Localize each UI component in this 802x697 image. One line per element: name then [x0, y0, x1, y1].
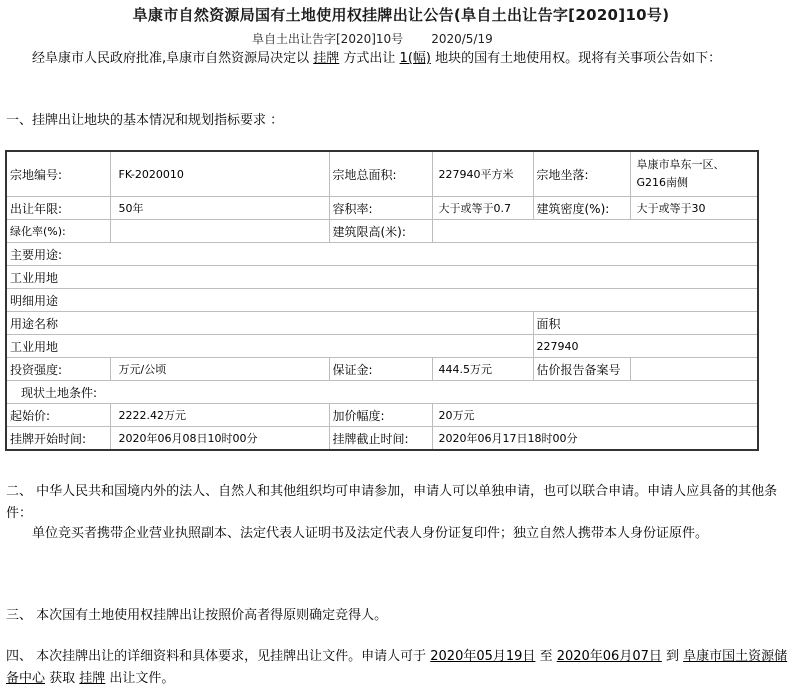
table-row: [6, 312, 758, 335]
height-label: 建筑限高(米):: [329, 220, 432, 243]
status-label: 现状土地条件:: [6, 381, 758, 404]
green: [110, 220, 329, 243]
section4-to: 至: [535, 649, 557, 664]
deposit-label: 保证金:: [329, 358, 432, 381]
location: 阜康市阜东一区、G216南侧: [630, 151, 758, 197]
height: [432, 220, 758, 243]
intro-text-after: 地块的国有土地使用权。现将有关事项公告如下：: [430, 51, 722, 66]
start-price-label: 起始价:: [6, 404, 110, 427]
main-use-value: 工业用地: [6, 266, 758, 289]
section1-heading: 一、挂牌出让地块的基本情况和规划指标要求 ：: [6, 113, 284, 128]
section4-at: 到: [661, 649, 684, 664]
density-label: 建筑密度(%):: [533, 197, 630, 220]
appraisal: [630, 358, 758, 381]
parcel-no-label: 宗地编号:: [6, 151, 110, 197]
place: 阜康市国土资源储备中心: [6, 649, 788, 686]
intro-method: 挂牌: [313, 51, 340, 66]
far: 大于或等于0.7: [432, 197, 533, 220]
intro-count: 1(幅): [399, 51, 431, 66]
increment: 20万元: [432, 404, 758, 427]
area-label: 面积: [533, 312, 758, 335]
table-row: [6, 151, 758, 197]
date-from: 2020年05月19日: [430, 649, 536, 664]
appraisal-label: 估价报告备案号: [533, 358, 630, 381]
green-label: 绿化率(%):: [6, 220, 110, 243]
table-row: [6, 427, 758, 451]
detail-use-label: 明细用途: [6, 289, 758, 312]
intro-paragraph: [6, 48, 792, 70]
table-row: [6, 243, 758, 266]
increment-label: 加价幅度:: [329, 404, 432, 427]
table-row: [6, 266, 758, 289]
section2-paragraph: 二、 中华人民共和国境内外的法人、自然人和其他组织均可申请参加，申请人可以单独申请，也可以联合申请。申请人应具备的其他条件：: [6, 484, 778, 521]
parcel-no: FK-2020010: [110, 151, 329, 197]
section3-paragraph: 三、 本次国有土地使用权挂牌出让按照价高者得原则确定竞得人。: [6, 608, 388, 623]
use-name-label: 用途名称: [6, 312, 533, 335]
term: 50年: [110, 197, 329, 220]
start-time: 2020年06月08日10时00分: [110, 427, 329, 451]
use-name: 工业用地: [6, 335, 533, 358]
table-row: [6, 358, 758, 381]
total-area-label: 宗地总面积:: [329, 151, 432, 197]
section4-get: 获取: [45, 671, 80, 686]
location-label: 宗地坐落:: [533, 151, 630, 197]
end-time: 2020年06月17日18时00分: [432, 427, 758, 451]
far-label: 容积率:: [329, 197, 432, 220]
use-area: 227940: [533, 335, 758, 358]
section4-tail: 出让文件。: [105, 671, 175, 686]
doc-meta: [252, 30, 493, 47]
section4-paragraph: [6, 646, 792, 690]
term-label: 出让年限:: [6, 197, 110, 220]
main-use-label: 主要用途:: [6, 243, 758, 266]
table-row: [6, 404, 758, 427]
total-area: 227940平方米: [432, 151, 533, 197]
section2-detail: 单位竞买者携带企业营业执照副本、法定代表人证明书及法定代表人身份证复印件；独立自然人携带本人身份证原件。: [32, 526, 709, 541]
section4-method: 挂牌: [79, 671, 106, 686]
invest-unit: 万元/公顷: [110, 358, 329, 381]
section4-text: 四、 本次挂牌出让的详细资料和具体要求，见挂牌出让文件。申请人可于: [6, 649, 431, 664]
invest-label: 投资强度:: [6, 358, 110, 381]
density: 大于或等于30: [630, 197, 758, 220]
doc-number: 阜自土出让告字[2020]10号: [252, 32, 404, 46]
date-to: 2020年06月07日: [556, 649, 662, 664]
parcel-info-table: [5, 150, 759, 451]
table-row: [6, 289, 758, 312]
start-time-label: 挂牌开始时间:: [6, 427, 110, 451]
page-title: 阜康市自然资源局国有土地使用权挂牌出让公告(阜自土出让告字[2020]10号): [132, 6, 670, 24]
doc-date: 2020/5/19: [431, 32, 493, 46]
deposit: 444.5万元: [432, 358, 533, 381]
table-row: [6, 220, 758, 243]
table-row: [6, 381, 758, 404]
table-row: [6, 335, 758, 358]
intro-text-mid: 方式出让: [339, 51, 400, 66]
end-time-label: 挂牌截止时间:: [329, 427, 432, 451]
start-price: 2222.42万元: [110, 404, 329, 427]
table-row: [6, 197, 758, 220]
intro-text: 经阜康市人民政府批准,阜康市自然资源局决定以: [32, 51, 314, 66]
